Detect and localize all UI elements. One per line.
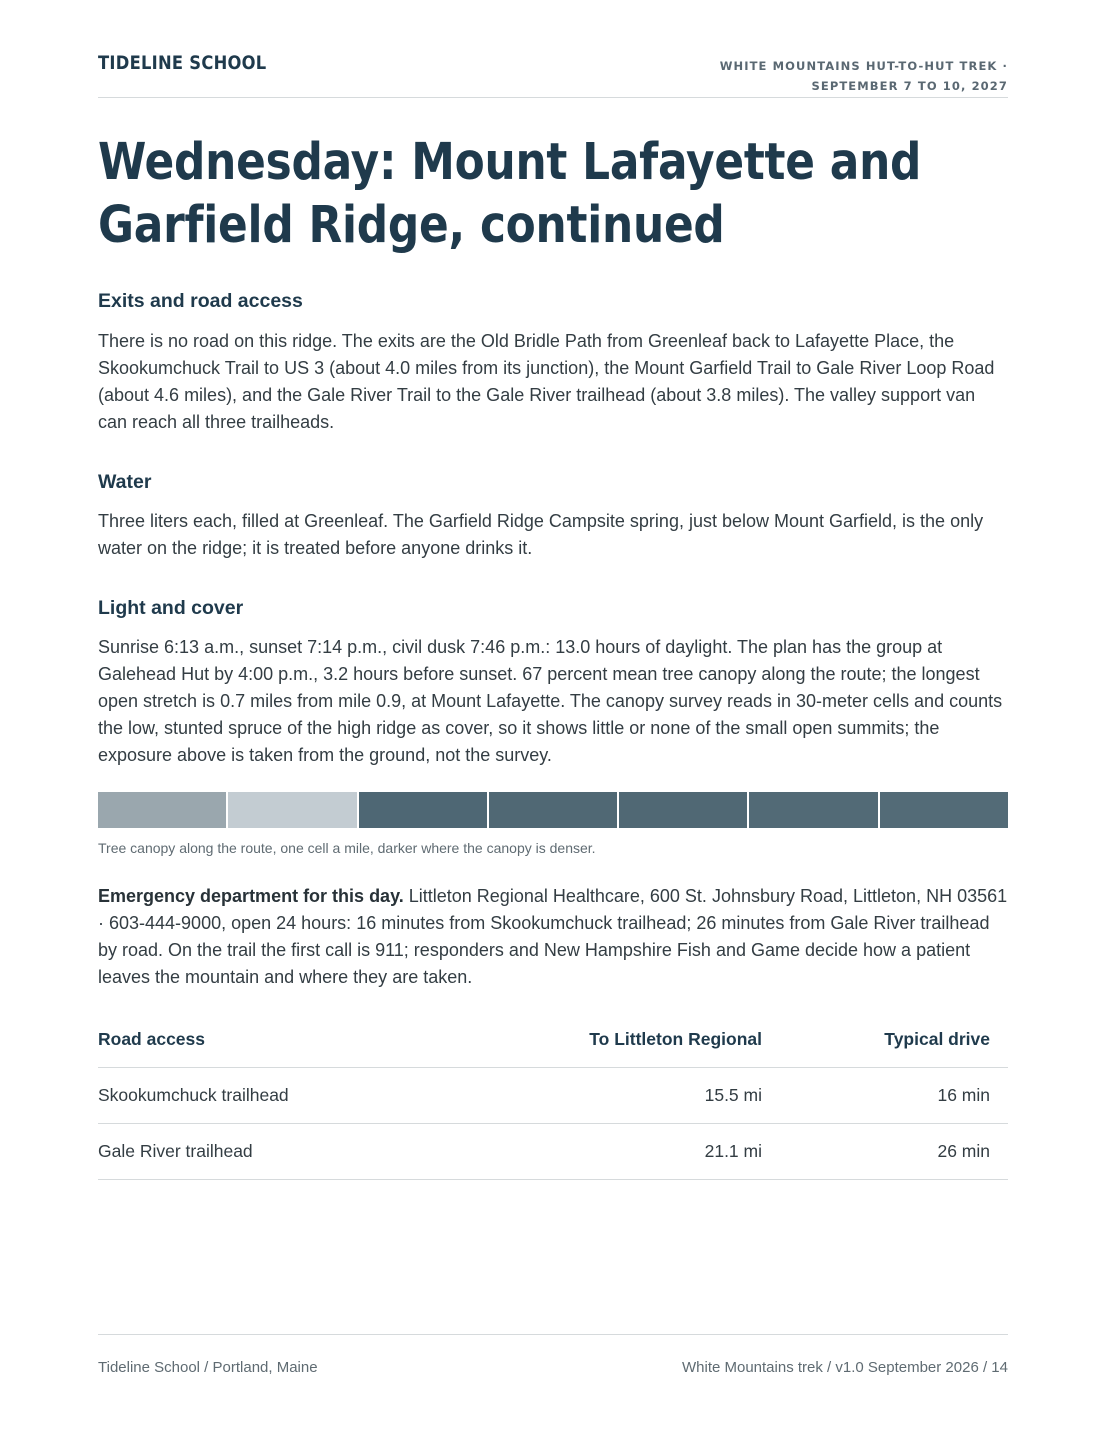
trip-title: WHITE MOUNTAINS HUT-TO-HUT TREK · xyxy=(719,59,1008,73)
canopy-cell-mile-3 xyxy=(359,792,487,828)
col-header-drive: Typical drive xyxy=(762,1012,1008,1068)
cell-distance: 15.5 mi xyxy=(538,1068,762,1124)
col-header-road-access: Road access xyxy=(98,1012,538,1068)
canopy-cell-mile-6 xyxy=(749,792,877,828)
light-heading: Light and cover xyxy=(98,597,244,619)
canopy-cell-mile-1 xyxy=(98,792,226,828)
water-text: Three liters each, filled at Greenleaf. The Garfield Ridge Campsite spring, just below Mount Garfield, is the only water on the ridge; it is treated before anyone drinks it. xyxy=(98,511,984,558)
exits-text: There is no road on this ridge. The exits are the Old Bridle Path from Greenleaf back to Lafayette Place, the Skookumchuck Trail to US 3 (about 4.0 miles from its junction), the Mount Garfield Trail to Gale River Loop Road (about 4.6 miles), and the Gale River Trail to the Gale River trailhead (about 3.8 miles). The valley support van can reach all three trailheads. xyxy=(98,331,995,432)
canopy-caption: Tree canopy along the route, one cell a mile, darker where the canopy is denser. xyxy=(98,840,596,856)
road-access-table xyxy=(98,1012,1008,1180)
page-footer xyxy=(98,1334,1008,1376)
page xyxy=(98,0,1008,1430)
emergency-text: Littleton Regional Healthcare, 600 St. Johnsbury Road, Littleton, NH 03561 · 603-444-9000, open 24 hours: 16 minutes from Skookumchuck trailhead; 26 minutes from Gale River trailhead by road. On the trail the first call is 911; responders and New Hampshire Fish and Game decide how a patient leaves the mountain and where they are taken. xyxy=(98,886,1008,987)
cell-drive: 16 min xyxy=(762,1068,1008,1124)
cell-distance: 21.1 mi xyxy=(538,1124,762,1180)
canopy-strip xyxy=(98,792,1008,828)
table-header-row xyxy=(98,1012,1008,1068)
cell-drive: 26 min xyxy=(762,1124,1008,1180)
table-row xyxy=(98,1124,1008,1180)
col-header-distance: To Littleton Regional xyxy=(538,1012,762,1068)
cell-trailhead: Gale River trailhead xyxy=(98,1124,538,1180)
cell-trailhead: Skookumchuck trailhead xyxy=(98,1068,538,1124)
school-name: TIDELINE SCHOOL xyxy=(98,52,267,74)
footer-doc-info: White Mountains trek / v1.0 September 2026 / 14 xyxy=(681,1359,1008,1376)
canopy-cell-mile-5 xyxy=(619,792,747,828)
emergency-lead: Emergency department for this day. xyxy=(98,886,404,906)
water-heading: Water xyxy=(98,471,152,493)
canopy-cell-mile-2 xyxy=(228,792,356,828)
page-title: Wednesday: Mount Lafayette and Garfield Ridge, continued xyxy=(98,133,922,255)
emergency-paragraph xyxy=(98,883,1008,991)
table-row xyxy=(98,1068,1008,1124)
light-text: Sunrise 6:13 a.m., sunset 7:14 p.m., civil dusk 7:46 p.m.: 13.0 hours of daylight. The plan has the group at Galehead Hut by 4:00 p.m., 3.2 hours before sunset. 67 percent mean tree canopy along the route; the longest open stretch is 0.7 miles from mile 0.9, at Mount Lafayette. The canopy survey reads in 30-meter cells and counts the low, stunted spruce of the high ridge as cover, so it shows little or none of the small open summits; the exposure above is taken from the ground, not the survey. xyxy=(98,637,1003,765)
trip-info xyxy=(720,56,1008,96)
canopy-cell-mile-7 xyxy=(880,792,1008,828)
page-header xyxy=(98,50,1008,98)
trip-dates: SEPTEMBER 7 TO 10, 2027 xyxy=(811,79,1008,93)
exits-heading: Exits and road access xyxy=(98,290,303,312)
canopy-cell-mile-4 xyxy=(489,792,617,828)
footer-school: Tideline School / Portland, Maine xyxy=(98,1359,318,1376)
